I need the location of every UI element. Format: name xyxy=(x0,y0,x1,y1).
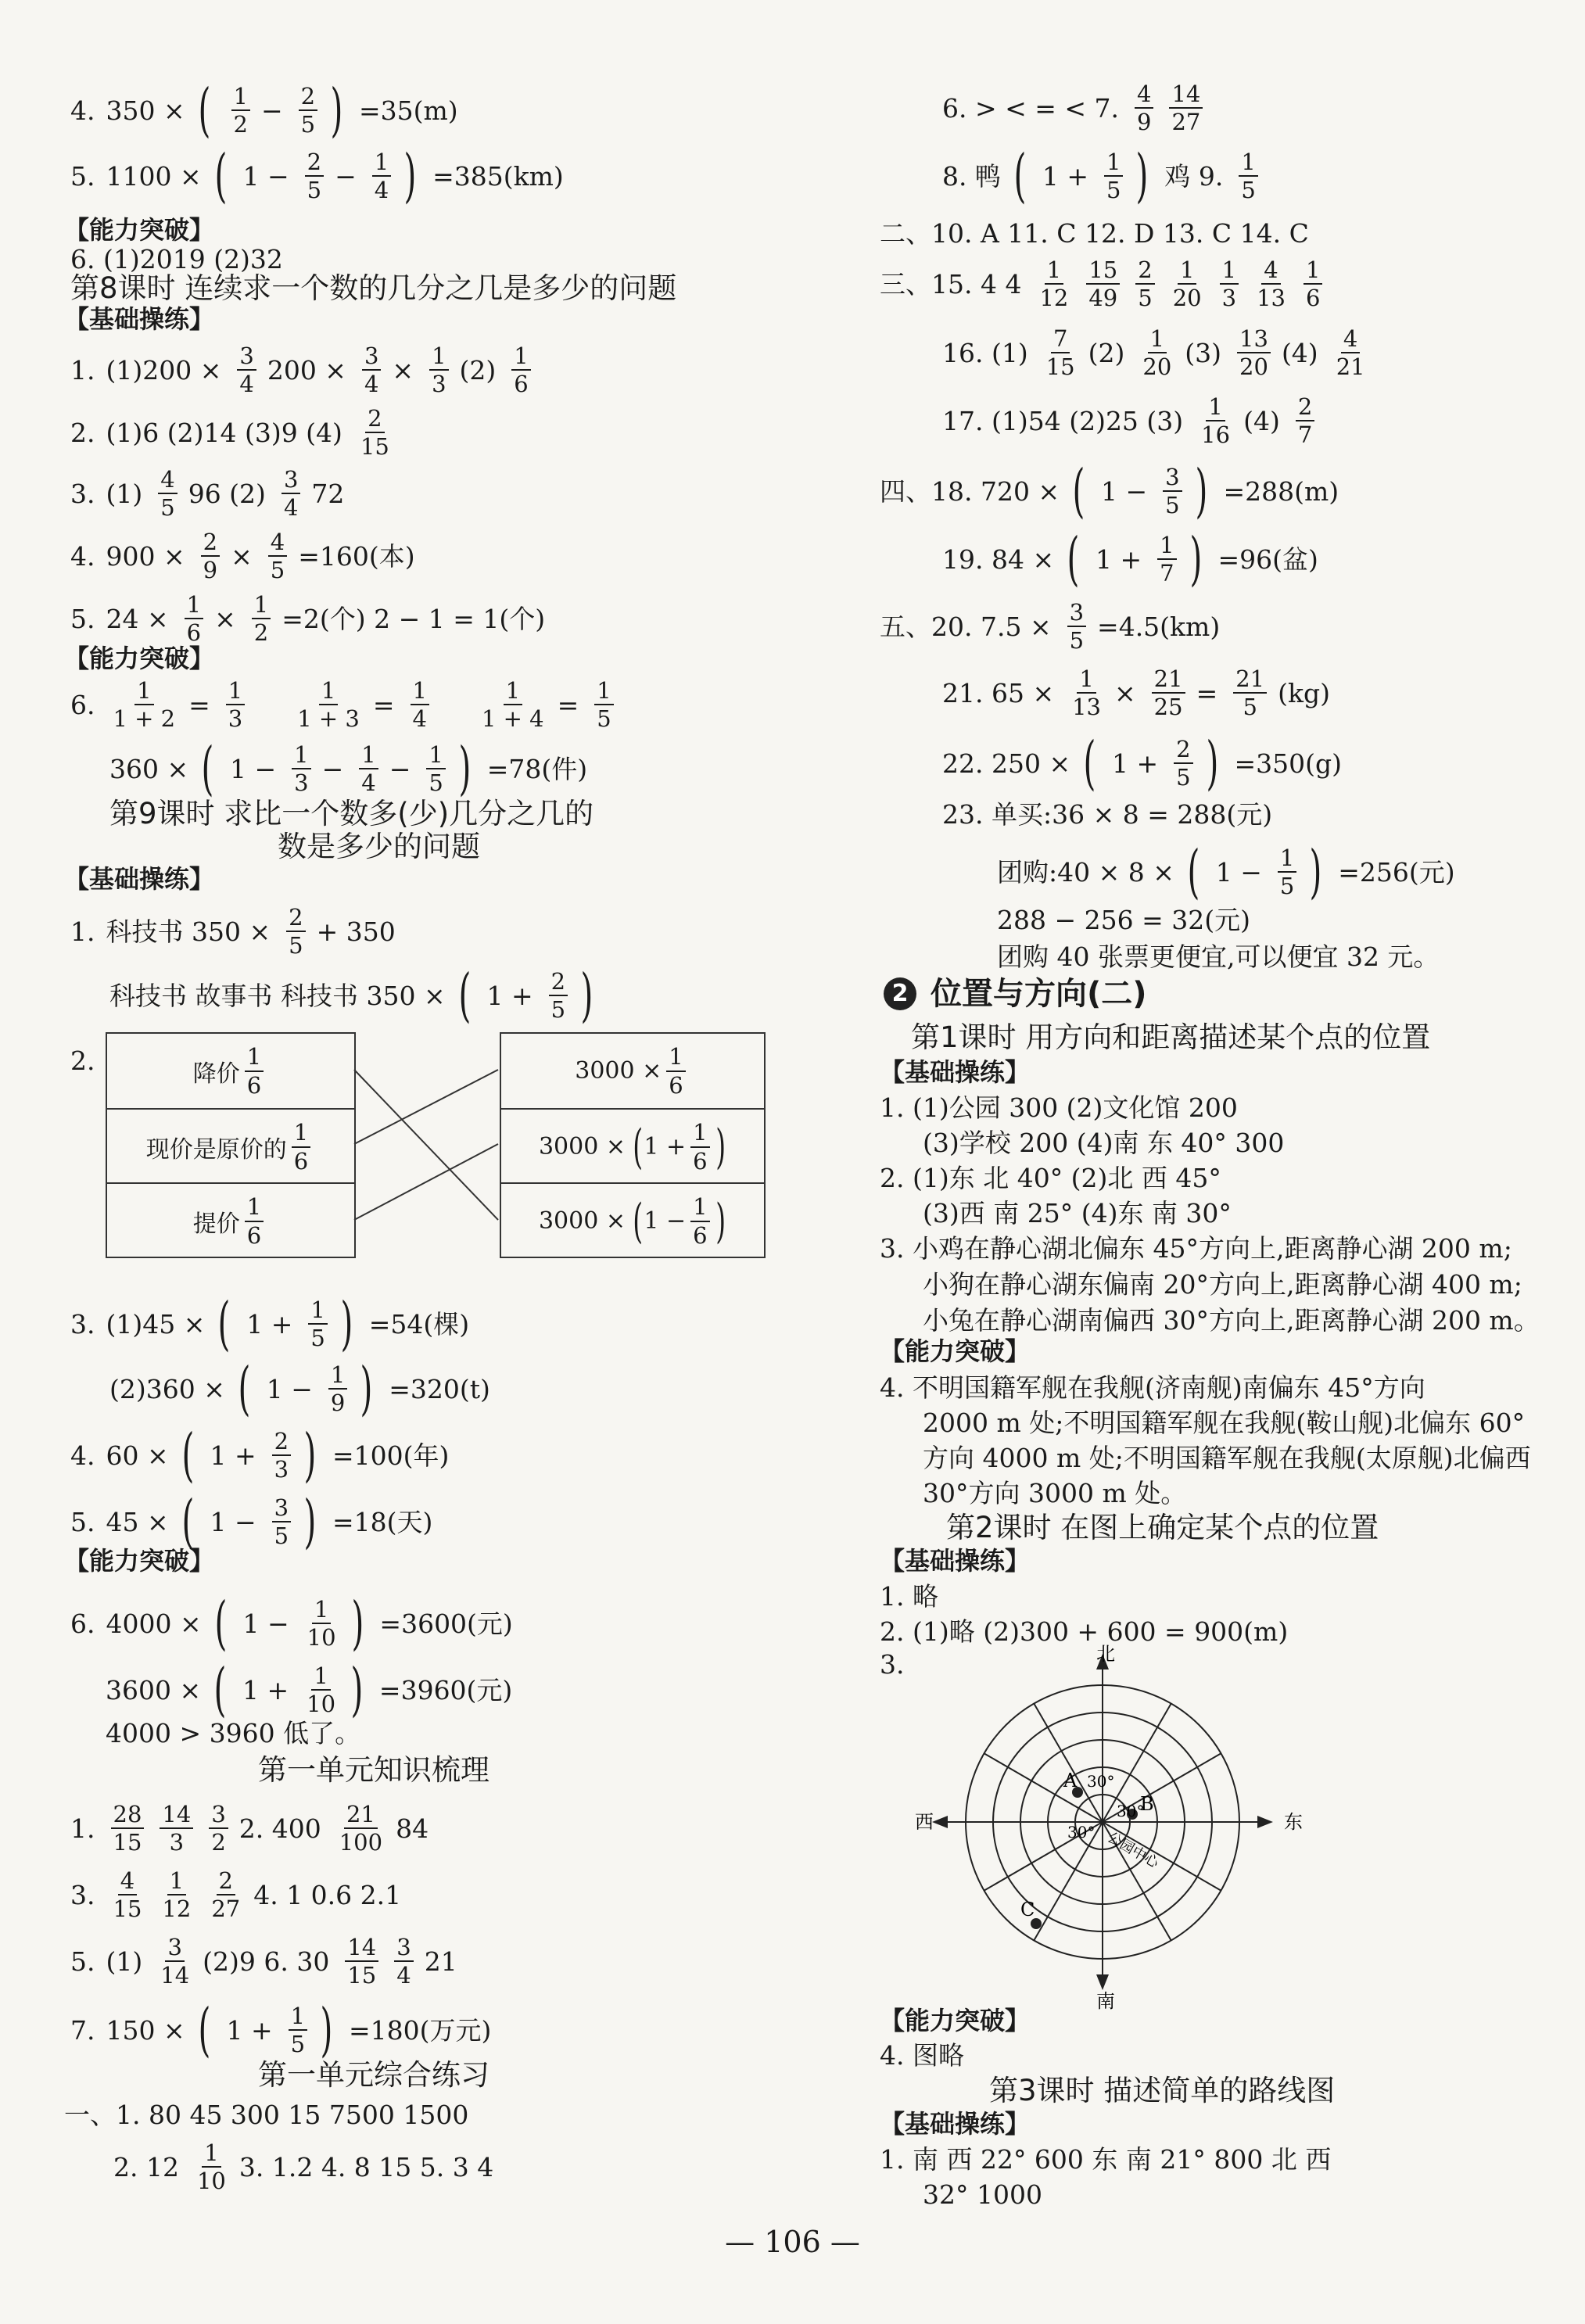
west-label: 西 xyxy=(915,1811,934,1833)
pos-answer-4a: 4. 不明国籍军舰在我舰(济南舰)南偏东 45°方向 xyxy=(880,1372,1425,1403)
fraction: $\frac{7}{15}$ xyxy=(1045,325,1075,381)
answer-23b: 团购:40 × 8 × ( 1 − $\frac{1}{5}$ ) =256(元) xyxy=(997,837,1455,906)
pos2-answer-4: 4. 图略 xyxy=(880,2040,964,2071)
angle-label: 30° xyxy=(1117,1802,1145,1820)
answer-4: 4. 350 × ( $\frac{1}{2}$ − $\frac{2}{5}$ ) =35(m) xyxy=(70,76,458,144)
fraction: $\frac{1}{4}$ xyxy=(372,150,391,203)
answer-16: 16. (1) $\frac{7}{15}$ (2) $\frac{1}{20}$ (3) $\frac{13}{20}$ (4) $\frac{4}{21}$ xyxy=(942,327,1379,379)
answer-4b: 4. 900 × $\frac{2}{9}$ × $\frac{4}{5}$ =160(本) xyxy=(70,529,415,584)
fraction: $\frac{1}{3}$ xyxy=(429,344,448,396)
fraction: $\frac{21}{25}$ xyxy=(1152,667,1185,719)
answer-4: 4. 60 × ( 1 + $\frac{2}{3}$ ) =100(年) xyxy=(70,1421,450,1489)
answer-6: 6. (1)2019 (2)32 xyxy=(70,244,283,274)
page-number: — 106 — xyxy=(725,2225,860,2259)
section-header: 【基础操练】 xyxy=(64,864,215,894)
fraction: $\frac{1}{5}$ xyxy=(1104,150,1123,203)
fraction: $\frac{2}{27}$ xyxy=(211,1867,241,1923)
fraction: $\frac{2}{15}$ xyxy=(360,405,389,461)
fraction: $\frac{4}{5}$ xyxy=(158,468,177,520)
fraction: $\frac{1}{16}$ xyxy=(1201,393,1231,449)
point-c-label: C xyxy=(1020,1899,1035,1921)
pos-answer-3b: 小狗在静心湖东偏南 20°方向上,距离静心湖 400 m; xyxy=(923,1269,1522,1300)
pos-answer-4c: 方向 4000 m 处;不明国籍军舰在我舰(太原舰)北偏西 xyxy=(923,1443,1531,1473)
comp-1: 一、1. 80 45 300 15 7500 1500 xyxy=(64,2100,469,2130)
fraction: $\frac{14}{15}$ xyxy=(345,1935,378,1988)
answer-6c: 4000 > 3960 低了。 xyxy=(106,1718,361,1748)
fraction: $\frac{1}{10}$ xyxy=(307,1662,336,1718)
pos-answer-1b: (3)学校 200 (4)南 东 40° 300 xyxy=(923,1128,1285,1158)
pos2-answer-3: 3. xyxy=(880,1649,905,1680)
angle-label: 30° xyxy=(1067,1823,1096,1842)
answer-1: 1. (1)200 × $\frac{3}{4}$ 200 × $\frac{3}{4}$ × $\frac{1}{3}$ (2) $\frac{1}{6}$ xyxy=(70,344,542,396)
fraction: $\frac{2}{5}$ xyxy=(305,150,324,203)
east-label: 东 xyxy=(1284,1811,1303,1833)
answer-5: 5. 45 × ( 1 − $\frac{3}{5}$ ) =18(天) xyxy=(70,1487,433,1555)
fraction: $\frac{1}{6}$ xyxy=(185,593,203,645)
comprehensive-title: 第一单元综合练习 xyxy=(258,2058,489,2092)
section-header: 【能力突破】 xyxy=(64,1546,215,1576)
fraction: $\frac{4}{13}$ xyxy=(1257,256,1286,312)
fraction: $\frac{3}{4}$ xyxy=(237,344,256,396)
unit-title: 2 位置与方向(二) xyxy=(884,977,1158,1010)
unit-number-badge: 2 xyxy=(884,977,916,1010)
match-left-item: 提价 $\frac{1}{6}$ xyxy=(107,1182,354,1258)
fraction: $\frac{1}{5}$ xyxy=(594,679,613,731)
answer-22: 22. 250 × ( 1 + $\frac{2}{5}$ ) =350(g) xyxy=(942,729,1342,797)
fraction: $\frac{1}{20}$ xyxy=(1142,325,1172,381)
fraction: $\frac{1}{5}$ xyxy=(426,743,445,795)
fraction: $\frac{1}{13}$ xyxy=(1072,665,1102,721)
pos-answer-3a: 3. 小鸡在静心湖北偏东 45°方向上,距离静心湖 200 m; xyxy=(880,1233,1512,1264)
answer-17: 17. (1)54 (2)25 (3) $\frac{1}{16}$ (4) $\frac{2}{7}$ xyxy=(942,395,1325,447)
point-a-label: A xyxy=(1063,1770,1078,1791)
fraction: $\frac{1}{10}$ xyxy=(307,1596,336,1652)
review-1: 1. $\frac{28}{15}$ $\frac{14}{3}$ $\frac{3}{2}$ 2. 400 $\frac{21}{100}$ 84 xyxy=(70,1801,429,1856)
fraction: $\frac{1}{5}$ xyxy=(1278,846,1296,898)
fraction: $\frac{1}{1 + 4}$ xyxy=(482,677,544,733)
fraction: $\frac{4}{9}$ xyxy=(1135,82,1153,134)
pos-answer-2b: (3)西 南 25° (4)东 南 30° xyxy=(923,1198,1232,1228)
section-header: 【能力突破】 xyxy=(64,644,215,673)
pos-answer-2a: 2. (1)东 北 40° (2)北 西 45° xyxy=(880,1163,1221,1193)
answer-3b: (2)360 × ( 1 − $\frac{1}{9}$ ) =320(t) xyxy=(109,1354,490,1422)
answer-23c: 288 − 256 = 32(元) xyxy=(997,905,1250,935)
fraction: $\frac{14}{3}$ xyxy=(160,1802,193,1855)
fraction: $\frac{3}{4}$ xyxy=(362,344,381,396)
fraction: $\frac{1}{4}$ xyxy=(359,743,378,795)
answer-3: 3. (1)45 × ( 1 + $\frac{1}{5}$ ) =54(棵) xyxy=(70,1289,470,1357)
answer-1b: 科技书 故事书 科技书 350 × ( 1 + $\frac{2}{5}$ ) xyxy=(109,961,593,1029)
fraction: $\frac{2}{9}$ xyxy=(201,530,220,583)
fraction: $\frac{3}{14}$ xyxy=(160,1934,190,1989)
fraction: $\frac{15}{49}$ xyxy=(1086,258,1120,310)
route-answer-1b: 32° 1000 xyxy=(923,2179,1042,2210)
fraction: $\frac{1}{20}$ xyxy=(1172,256,1202,312)
fraction: $\frac{1}{2}$ xyxy=(231,84,250,137)
fraction: $\frac{1}{9}$ xyxy=(328,1363,347,1415)
answer-21: 21. 65 × $\frac{1}{13}$ × $\frac{21}{25}$ = $\frac{21}{5}$ (kg) xyxy=(942,665,1331,721)
section-header: 【基础操练】 xyxy=(880,1057,1031,1087)
pos-answer-3c: 小兔在静心湖南偏西 30°方向上,距离静心湖 200 m。 xyxy=(923,1305,1540,1336)
match-right-item: 3000 × $\frac{1}{6}$ xyxy=(501,1034,764,1108)
pos-answer-4d: 30°方向 3000 m 处。 xyxy=(923,1478,1187,1508)
answer-19: 19. 84 × ( 1 + $\frac{1}{7}$ ) =96(盆) xyxy=(942,525,1318,593)
south-label: 南 xyxy=(1096,1990,1115,2012)
fraction: $\frac{1}{2}$ xyxy=(252,593,271,645)
fraction: $\frac{1}{5}$ xyxy=(308,1298,327,1350)
fraction: $\frac{28}{15}$ xyxy=(111,1802,145,1855)
fraction: $\frac{1}{3}$ xyxy=(226,679,245,731)
answer-5: 5. 1100 × ( 1 − $\frac{2}{5}$ − $\frac{1}{4}$ ) =385(km) xyxy=(70,142,564,210)
fraction: $\frac{2}{5}$ xyxy=(549,970,568,1022)
fraction: $\frac{3}{4}$ xyxy=(281,468,300,520)
fraction: $\frac{2}{5}$ xyxy=(1174,737,1192,790)
lesson-title: 第1课时 用方向和距离描述某个点的位置 xyxy=(911,1020,1431,1054)
answer-20: 五、20. 7.5 × $\frac{3}{5}$ =4.5(km) xyxy=(880,599,1221,655)
fraction: $\frac{1}{12}$ xyxy=(162,1867,192,1923)
pos2-answer-1: 1. 略 xyxy=(880,1581,938,1612)
fraction: $\frac{3}{4}$ xyxy=(394,1935,413,1988)
answer-15: 三、15. 4 4 $\frac{1}{12}$ $\frac{15}{49}$ $\frac{2}{5}$ $\frac{1}{20}$ $\frac{1}{3}$ $\frac{4}{13}$ $\frac{1}{6}$ xyxy=(880,258,1333,310)
fraction: $\frac{13}{20}$ xyxy=(1237,327,1271,379)
fraction: $\frac{1}{6}$ xyxy=(1304,258,1322,310)
fraction: $\frac{1}{1 + 2}$ xyxy=(113,677,176,733)
answer-6-7: 6. > < = < 7. $\frac{4}{9}$ $\frac{14}{27}$ xyxy=(942,82,1214,134)
fraction: $\frac{1}{10}$ xyxy=(196,2139,226,2195)
fraction: $\frac{1}{5}$ xyxy=(1239,150,1257,203)
fraction: $\frac{3}{2}$ xyxy=(209,1802,228,1855)
lesson-title: 第2课时 在图上确定某个点的位置 xyxy=(946,1511,1379,1544)
section-header: 【基础操练】 xyxy=(880,2109,1031,2139)
match-left-item: 现价是原价的 $\frac{1}{6}$ xyxy=(107,1108,354,1184)
lesson-title-cont: 数是多少的问题 xyxy=(278,830,480,863)
fraction: $\frac{2}{5}$ xyxy=(1135,258,1154,310)
fraction: $\frac{2}{5}$ xyxy=(299,84,317,137)
answer-23a: 23. 单买:36 × 8 = 288(元) xyxy=(942,799,1273,830)
fraction: $\frac{4}{21}$ xyxy=(1336,325,1365,381)
answer-3: 3. (1) $\frac{4}{5}$ 96 (2) $\frac{3}{4}$ 72 xyxy=(70,466,345,522)
answer-2: 2. (1)6 (2)14 (3)9 (4) $\frac{2}{15}$ xyxy=(70,407,403,459)
center-label: 公园中心 xyxy=(1104,1829,1162,1872)
fraction: $\frac{1}{3}$ xyxy=(292,743,310,795)
pos-answer-4b: 2000 m 处;不明国籍军舰在我舰(鞍山舰)北偏东 60° xyxy=(923,1408,1526,1438)
fraction: $\frac{1}{6}$ xyxy=(511,344,530,396)
matching-right-box xyxy=(500,1032,766,1258)
review-5: 5. (1) $\frac{3}{14}$ (2)9 6. 30 $\frac{14}{15}$ $\frac{3}{4}$ 21 xyxy=(70,1934,457,1989)
answer-2-label: 2. xyxy=(70,1045,95,1076)
section-header: 【基础操练】 xyxy=(880,1546,1031,1576)
answer-8-9: 8. 鸭 ( 1 + $\frac{1}{5}$ ) 鸡 9. $\frac{1}{5}$ xyxy=(942,150,1269,203)
lesson-title: 第8课时 连续求一个数的几分之几是多少的问题 xyxy=(70,271,677,305)
fraction: $\frac{2}{5}$ xyxy=(286,906,305,958)
point-b-label: B xyxy=(1140,1793,1154,1815)
fraction: $\frac{1}{12}$ xyxy=(1039,256,1069,312)
pos-answer-1a: 1. (1)公园 300 (2)文化馆 200 xyxy=(880,1092,1238,1123)
fraction: $\frac{3}{5}$ xyxy=(1067,601,1086,653)
section-header: 【能力突破】 xyxy=(880,2006,1031,2035)
review-7: 7. 150 × ( 1 + $\frac{1}{5}$ ) =180(万元) xyxy=(70,1996,492,2064)
pos2-answer-2: 2. (1)略 (2)300 + 600 = 900(m) xyxy=(880,1616,1289,1647)
match-right-item: 3000 × ( 1 − $\frac{1}{6}$ ) xyxy=(501,1182,764,1258)
fraction: $\frac{4}{5}$ xyxy=(268,530,287,583)
review-title: 第一单元知识梳理 xyxy=(258,1753,489,1787)
fraction: $\frac{3}{5}$ xyxy=(272,1496,291,1548)
route-answer-1a: 1. 南 西 22° 600 东 南 21° 800 北 西 xyxy=(880,2144,1332,2175)
fraction: $\frac{4}{15}$ xyxy=(113,1867,142,1923)
section-header: 【能力突破】 xyxy=(880,1336,1031,1366)
match-right-item: 3000 × ( 1 + $\frac{1}{6}$ ) xyxy=(501,1108,764,1184)
answer-5b: 5. 24 × $\frac{1}{6}$ × $\frac{1}{2}$ =2(个) 2 − 1 = 1(个) xyxy=(70,591,546,647)
matching-lines xyxy=(353,1032,500,1255)
fraction: $\frac{1}{3}$ xyxy=(1220,258,1239,310)
matching-left-box xyxy=(106,1032,356,1258)
lesson-title: 第9课时 求比一个数多(少)几分之几的 xyxy=(109,797,594,830)
fraction: $\frac{1}{7}$ xyxy=(1157,533,1176,586)
answer-1: 1. 科技书 350 × $\frac{2}{5}$ + 350 xyxy=(70,904,396,959)
answer-6-calc: 360 × ( 1 − $\frac{1}{3}$ − $\frac{1}{4}$ − $\frac{1}{5}$ ) =78(件) xyxy=(109,734,588,802)
fraction: $\frac{1}{1 + 3}$ xyxy=(297,677,360,733)
compass-diagram xyxy=(915,1643,1423,2012)
angle-label: 30° xyxy=(1087,1772,1115,1791)
fraction: $\frac{14}{27}$ xyxy=(1169,82,1203,134)
section-header: 【能力突破】 xyxy=(64,215,215,245)
fraction: $\frac{1}{4}$ xyxy=(411,679,429,731)
answer-23d: 团购 40 张票更便宜,可以便宜 32 元。 xyxy=(997,941,1440,972)
review-3: 3. $\frac{4}{15}$ $\frac{1}{12}$ $\frac{2}{27}$ 4. 1 0.6 2.1 xyxy=(70,1867,402,1923)
fraction: $\frac{2}{7}$ xyxy=(1296,395,1314,447)
section-header: 【基础操练】 xyxy=(64,304,215,334)
comp-2: 2. 12 $\frac{1}{10}$ 3. 1.2 4. 8 15 5. 3 4 xyxy=(113,2139,494,2195)
answer-6-fractions: 6. $\frac{1}{1 + 2}$ = $\frac{1}{3}$ $\frac{1}{1 + 3}$ = $\frac{1}{4}$ $\frac{1}{1 + 4}$ = $\frac{1}{5}$ xyxy=(70,679,625,731)
answers-10-14: 二、10. A 11. C 12. D 13. C 14. C xyxy=(880,218,1309,249)
match-left-item: 降价 $\frac{1}{6}$ xyxy=(107,1034,354,1108)
answer-18: 四、18. 720 × ( 1 − $\frac{3}{5}$ ) =288(m) xyxy=(880,457,1339,525)
north-label: 北 xyxy=(1096,1643,1115,1665)
answer-6: 6. 4000 × ( 1 − $\frac{1}{10}$ ) =3600(元) xyxy=(70,1589,513,1657)
lesson-title: 第3课时 描述简单的路线图 xyxy=(989,2074,1336,2107)
answer-6b: 3600 × ( 1 + $\frac{1}{10}$ ) =3960(元) xyxy=(106,1655,513,1723)
fraction: $\frac{2}{3}$ xyxy=(272,1429,291,1482)
fraction: $\frac{21}{5}$ xyxy=(1233,667,1267,719)
fraction: $\frac{1}{5}$ xyxy=(289,2004,307,2057)
fraction: $\frac{21}{100}$ xyxy=(339,1801,383,1856)
fraction: $\frac{3}{5}$ xyxy=(1163,465,1182,518)
